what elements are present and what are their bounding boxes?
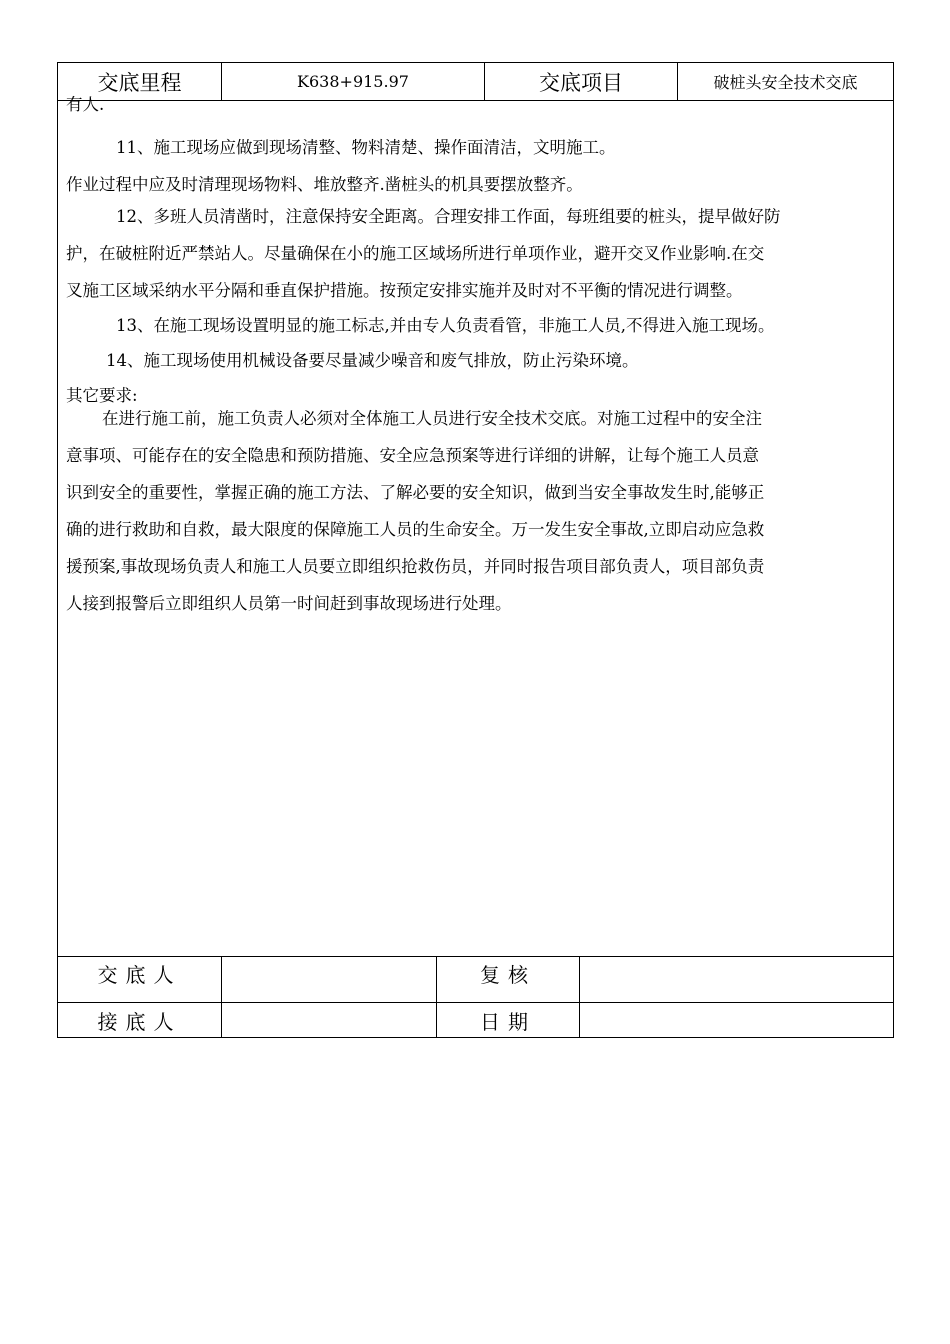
body-line: 13、在施工现场设置明显的施工标志,并由专人负责看管，非施工人员,不得进入施工现场。: [116, 316, 775, 335]
receiver-label: 接底人: [57, 1002, 222, 1038]
body-line: 12、多班人员清凿时，注意保持安全距离。合理安排工作面，每班组要的桩头，提早做好防: [116, 207, 781, 226]
body-line: 确的进行救助和自救，最大限度的保障施工人员的生命安全。万一发生安全事故,立即启动应急救: [66, 520, 765, 539]
body-line: 11、施工现场应做到现场清整、物料清楚、操作面清洁，文明施工。: [116, 138, 616, 157]
body-line: 识到安全的重要性，掌握正确的施工方法、了解必要的安全知识，做到当安全事故发生时,能够正: [66, 483, 765, 502]
discloser-label: 交底人: [57, 956, 222, 1003]
body-line: 有人.: [66, 95, 105, 114]
body-line: 意事项、可能存在的安全隐患和预防措施、安全应急预案等进行详细的讲解，让每个施工人员意: [66, 446, 759, 465]
discloser-value[interactable]: [221, 956, 437, 1003]
mileage-label: 交底里程: [57, 62, 222, 101]
body-line: 14、施工现场使用机械设备要尽量减少噪音和废气排放，防止污染环境。: [106, 351, 639, 370]
body-line: 叉施工区域采纳水平分隔和垂直保护措施。按预定安排实施并及时对不平衡的情况进行调整。: [66, 281, 743, 300]
body-line: 援预案,事故现场负责人和施工人员要立即组织抢救伤员，并同时报告项目部负责人，项目部负责: [66, 557, 765, 576]
reviewer-label: 复核: [436, 956, 580, 1003]
receiver-value[interactable]: [221, 1002, 437, 1038]
date-value[interactable]: [579, 1002, 894, 1038]
body-line: 其它要求:: [66, 386, 138, 405]
mileage-value: K638+915.97: [221, 62, 485, 101]
project-value: 破桩头安全技术交底: [677, 62, 894, 101]
body-line: 作业过程中应及时清理现场物料、堆放整齐.凿桩头的机具要摆放整齐。: [66, 175, 583, 194]
date-label: 日期: [436, 1002, 580, 1038]
body-line: 在进行施工前，施工负责人必须对全体施工人员进行安全技术交底。对施工过程中的安全注: [102, 409, 762, 428]
reviewer-value[interactable]: [579, 956, 894, 1003]
project-label: 交底项目: [484, 62, 678, 101]
body-line: 人接到报警后立即组织人员第一时间赶到事故现场进行处理。: [66, 594, 512, 613]
body-line: 护，在破桩附近严禁站人。尽量确保在小的施工区域场所进行单项作业，避开交叉作业影响.在交: [66, 244, 765, 263]
